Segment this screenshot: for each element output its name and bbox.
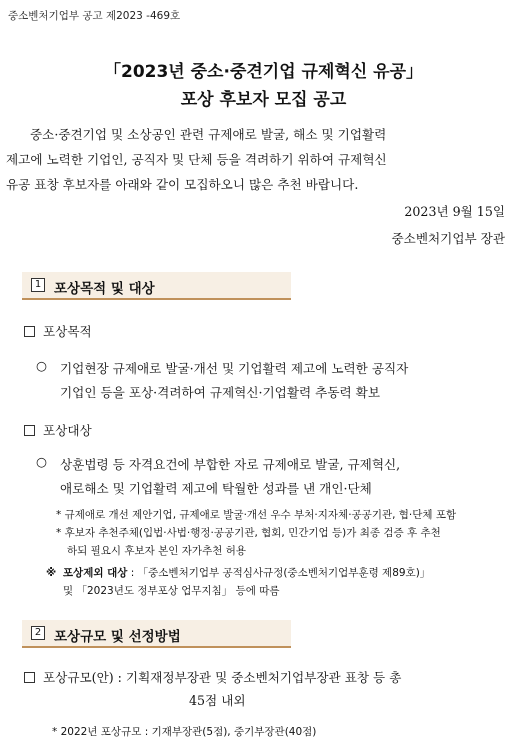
target-heading: 포상대상: [24, 420, 92, 439]
circle-bullet: ○: [36, 358, 47, 373]
page-subtitle: 포상 후보자 모집 공고: [180, 90, 347, 110]
exclusion-label: 포상제외 대상: [62, 567, 128, 579]
intro-line: 유공 표창 후보자를 아래와 같이 모집하오니 많은 추천 바랍니다.: [6, 177, 359, 192]
exclusion-note: ※ 포상제외 대상 : 「중소벤처기업부 공적심사규정(중소벤처기업부훈령 제89호)」: [46, 567, 431, 579]
purpose-line: 기업현장 규제애로 발굴·개선 및 기업활력 제고에 노력한 공직자: [60, 361, 409, 376]
target-line: 애로해소 및 기업활력 제고에 탁월한 성과를 낸 개인·단체: [60, 481, 372, 496]
issuing-organization: 중소벤처기업부 장관: [391, 231, 505, 246]
notice-date: 2023년 9월 15일: [404, 204, 505, 219]
purpose-line: 기업인 등을 포상·격려하여 규제혁신·기업활력 추동력 확보: [60, 385, 380, 400]
footnote: 하되 필요시 후보자 본인 자가추천 허용: [67, 545, 246, 557]
square-bullet-icon: [24, 425, 35, 436]
scale-line: 포상규모(안) : 기획재정부장관 및 중소벤처기업부장관 표창 등 총: [24, 667, 401, 686]
scale-footnote: * 2022년 포상규모 : 기재부장관(5점), 중기부장관(40점): [52, 726, 317, 738]
section-title: 포상규모 및 선정방법: [54, 629, 181, 645]
intro-line: 중소·중견기업 및 소상공인 관련 규제애로 발굴, 해소 및 기업활력: [30, 127, 387, 142]
section-header-1: [22, 272, 291, 300]
square-bullet-icon: [24, 672, 35, 683]
intro-line: 제고에 노력한 기업인, 공직자 및 단체 등을 격려하기 위하여 규제혁신: [6, 152, 387, 167]
footnote: * 규제애로 개선 제안기업, 규제애로 발굴·개선 우수 부처·지자체·공공기관, 협·단체 포함: [56, 509, 457, 521]
intro-paragraph: [0, 122, 527, 197]
circle-bullet: ○: [36, 454, 47, 469]
page-title: 「2023년 중소·중견기업 규제혁신 유공」: [103, 62, 423, 82]
purpose-heading: 포상목적: [24, 321, 92, 340]
section-title: 포상목적 및 대상: [54, 281, 155, 297]
exclusion-note-line: 및 「2023년도 정부포상 업무지침」 등에 따름: [63, 585, 280, 597]
section-number: 1: [31, 278, 45, 292]
notice-number: 중소벤처기업부 공고 제2023 -469호: [8, 10, 181, 22]
target-line: 상훈법령 등 자격요건에 부합한 자로 규제애로 발굴, 규제혁신,: [60, 457, 401, 472]
footnote: * 후보자 추천주체(입법·사법·행정·공공기관, 협회, 민간기업 등)가 최종 검증 후 추천: [56, 527, 441, 539]
scale-line: 45점 내외: [189, 693, 246, 708]
section-header-2: [22, 620, 291, 648]
section-number: 2: [31, 626, 45, 640]
reference-mark: ※: [46, 567, 57, 579]
square-bullet-icon: [24, 326, 35, 337]
